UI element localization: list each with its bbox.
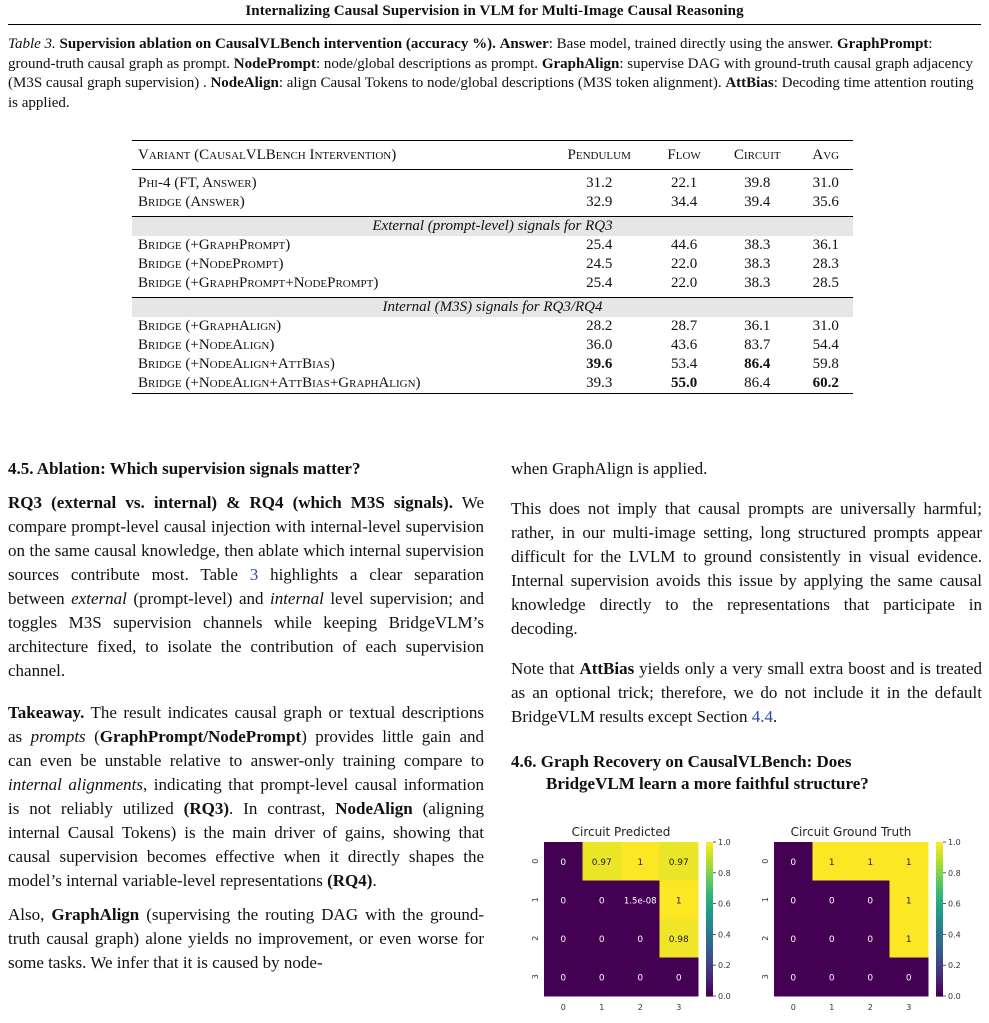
cell-value: 43.6: [670, 337, 698, 353]
colorbar-segment: [936, 861, 943, 865]
caption-title: Supervision ablation on CausalVLBench intervention (accuracy %).: [59, 36, 496, 52]
section-heading-line: BridgeVLM learn a more faithful structure?: [546, 774, 869, 793]
colorbar-segment: [706, 915, 713, 919]
text-run-italic: external: [71, 589, 127, 608]
text-run: highlights a clear separation between: [8, 565, 485, 608]
cell-value-best: [546, 355, 652, 374]
colorbar-segment: [936, 896, 943, 900]
y-tick-label: 0: [761, 858, 770, 864]
colorbar-tick-label: 0.2: [948, 961, 961, 971]
colorbar-segment: [706, 888, 713, 892]
colorbar-tick-label: 0.0: [718, 992, 731, 1001]
cell-value: 86.4: [716, 374, 799, 394]
text-run: (prompt-level) and: [126, 589, 270, 608]
colorbar-segment: [706, 884, 713, 888]
colorbar-segment: [936, 973, 943, 977]
caption-label: Table 3.: [8, 36, 56, 52]
cell-value: 25.4: [586, 237, 613, 253]
table-header-row: [132, 141, 853, 170]
table-ref-link[interactable]: 3: [249, 565, 259, 584]
best-value: 55.0: [670, 375, 698, 391]
paragraph-takeaway: [8, 701, 484, 893]
paragraph-prompts-harmful: This does not imply that causal prompts are universally harmful; rather, in our multi-image setting, long structured prompts appear difficult for the LVLM to ground consistently in visual evidence. Internal supervision avoids this issue by applying the same causal knowledge directly to the representations that participate in decoding.: [511, 499, 982, 638]
band-label: Internal (M3S) signals for RQ3/RQ4: [132, 298, 853, 318]
colorbar-tick-label: 0.4: [718, 930, 731, 940]
text-run-italic: prompts: [30, 727, 86, 746]
text-run: Also,: [8, 905, 52, 924]
best-value: 60.2: [812, 375, 839, 391]
table-caption: [8, 35, 981, 113]
colorbar-segment: [936, 869, 943, 873]
colorbar-segment: [936, 988, 943, 992]
colorbar-segment: [706, 857, 713, 861]
cell-value: 35.6: [812, 194, 839, 210]
colorbar-segment: [936, 911, 943, 915]
text-run-bold: (RQ4): [327, 871, 373, 890]
colorbar-tick-label: 0.6: [948, 899, 961, 909]
colorbar-segment: [706, 969, 713, 973]
heatmap-cell-label: 0: [598, 973, 605, 984]
colorbar-segment: [936, 919, 943, 923]
colorbar-segment: [936, 842, 943, 846]
heatmap-cell-label: 0: [790, 857, 797, 868]
caption-graphprompt-desc: : ground-truth causal graph as prompt.: [8, 36, 933, 72]
caption-answer-desc: : Base model, trained directly using the answer.: [548, 36, 834, 52]
caption-graphprompt-term: GraphPrompt: [837, 36, 929, 52]
heatmap-cell-label: 0: [598, 934, 605, 945]
colorbar-segment: [936, 961, 943, 965]
colorbar-segment: [706, 927, 713, 931]
row-name: Bridge (+GraphPrompt): [138, 237, 291, 253]
row-name: Bridge (+NodeAlign): [138, 337, 275, 353]
cell-value: 83.7: [744, 337, 771, 353]
cell-value: 44.6: [670, 237, 698, 253]
colorbar-segment: [936, 965, 943, 969]
heatmap-cell-label: 0: [560, 934, 567, 945]
cell-value-best: [799, 374, 853, 394]
text-run: .: [372, 871, 377, 890]
x-tick-label: 2: [637, 1003, 643, 1012]
header-flow: Flow: [652, 141, 716, 170]
cell-value: 54.4: [812, 337, 839, 353]
colorbar-segment: [706, 984, 713, 988]
text-run-italic: internal: [269, 589, 324, 608]
table-band-external: [132, 217, 853, 237]
cell-value-best: [716, 355, 799, 374]
table-row: [132, 255, 853, 274]
caption-answer-term: Answer: [499, 36, 549, 52]
cell-value: 25.4: [586, 275, 613, 291]
x-tick-label: 0: [560, 1003, 566, 1012]
cell-value: 28.7: [670, 318, 698, 334]
row-name: Bridge (+NodeAlign+AttBias): [138, 356, 335, 372]
caption-nodeprompt-desc: : node/global descriptions as prompt.: [316, 55, 539, 72]
paragraph-attbias: [511, 657, 982, 729]
table-row: [132, 355, 853, 374]
row-name: Phi-4 (FT, Answer): [138, 175, 257, 191]
colorbar-segment: [706, 904, 713, 908]
colorbar-segment: [706, 934, 713, 938]
colorbar-segment: [706, 877, 713, 881]
heatmap-cell-label: 0: [637, 934, 644, 945]
caption-attbias-desc: : Decoding time attention routing is applied.: [8, 75, 974, 111]
colorbar-segment: [706, 973, 713, 977]
heatmap-cell-label: 1.5e-08: [623, 896, 657, 907]
heatmap-title: Circuit Ground Truth: [790, 825, 912, 839]
header-rule: [8, 24, 981, 25]
heatmap-cell-label: 0: [637, 973, 644, 984]
heatmap-cell-label: 0: [560, 973, 567, 984]
colorbar-segment: [936, 915, 943, 919]
colorbar-segment: [706, 907, 713, 911]
heatmap-cell-label: 0: [790, 896, 797, 907]
table-row: [132, 236, 853, 255]
cell-value: 39.4: [744, 194, 771, 210]
colorbar-segment: [936, 927, 943, 931]
text-run-bold: AttBias: [579, 659, 635, 678]
colorbar-segment: [706, 965, 713, 969]
heatmap-cell-label: 1: [637, 857, 644, 868]
colorbar-tick-label: 0.4: [948, 930, 961, 940]
heatmap-cell-label: 1: [867, 857, 874, 868]
band-label: External (prompt-level) signals for RQ3: [132, 217, 853, 237]
colorbar-segment: [706, 854, 713, 858]
paragraph-run-in-head: Takeaway.: [8, 703, 85, 722]
text-run-italic: internal alignments: [8, 775, 143, 794]
cell-value: 31.0: [812, 175, 839, 191]
colorbar-segment: [936, 888, 943, 892]
caption-nodealign-term: NodeAlign: [210, 75, 279, 91]
colorbar-segment: [706, 896, 713, 900]
section-heading-4-6: [511, 751, 982, 795]
heatmap-cell-label: 0: [828, 896, 835, 907]
colorbar-segment: [936, 907, 943, 911]
colorbar-tick-label: 1.0: [718, 838, 731, 847]
heatmap-cell-label: 0: [675, 973, 682, 984]
heatmap-cell-label: 1: [905, 896, 912, 907]
header-circuit: Circuit: [716, 141, 799, 170]
cell-value-best: [652, 374, 716, 394]
cell-value: 36.0: [586, 337, 613, 353]
colorbar-segment: [706, 931, 713, 935]
cell-value: 22.0: [670, 256, 698, 272]
colorbar-segment: [936, 900, 943, 904]
colorbar-segment: [936, 854, 943, 858]
cell-value: 32.9: [586, 194, 613, 210]
x-tick-label: 3: [906, 1003, 912, 1012]
text-run: level supervision; and toggles M3S supervision channels while keeping BridgeVLM’s architecture fixed, to isolate the contribution of each supervision channel.: [8, 589, 484, 680]
heatmap-cell-label: 0: [560, 857, 567, 868]
heatmap-cell-label: 0.97: [668, 857, 689, 868]
text-run-bold: GraphPrompt/NodePrompt: [99, 727, 302, 746]
heatmap-cell-label: 1: [905, 934, 912, 945]
cell-value: 36.1: [744, 318, 771, 334]
right-column: [511, 457, 982, 805]
colorbar-segment: [936, 857, 943, 861]
text-run: Note that: [511, 659, 580, 678]
y-tick-label: 2: [761, 935, 770, 941]
cell-value: 38.3: [744, 256, 771, 272]
colorbar-segment: [936, 942, 943, 946]
text-run: (aligning internal Causal Tokens) is the main driver of gains, showing that causal supervision becomes effective when it directly shapes the model’s internal variable-level representations: [8, 799, 484, 890]
left-column: [8, 457, 484, 985]
text-run-bold: (RQ3): [183, 799, 229, 818]
colorbar-segment: [706, 869, 713, 873]
table-row: [132, 317, 853, 336]
y-tick-label: 1: [531, 897, 540, 903]
text-run: (supervising the routing DAG with the ground-truth causal graph) alone yields no improvement, or even worse for some tasks. We infer that it is caused by node-: [8, 905, 484, 972]
colorbar-segment: [936, 954, 943, 958]
caption-graphalign-term: GraphAlign: [541, 55, 620, 72]
cell-value: 31.0: [812, 318, 839, 334]
paragraph-rq3-rq4: [8, 491, 484, 683]
colorbar-segment: [936, 904, 943, 908]
colorbar-segment: [706, 900, 713, 904]
colorbar-segment: [936, 892, 943, 896]
colorbar-segment: [706, 861, 713, 865]
row-name: Bridge (+NodePrompt): [138, 256, 284, 272]
heatmap-cell-label: 0: [790, 934, 797, 945]
results-table: [132, 140, 853, 394]
cell-value: 36.1: [812, 237, 839, 253]
cell-value: 39.3: [546, 374, 652, 394]
y-tick-label: 3: [531, 974, 540, 980]
colorbar-segment: [706, 850, 713, 854]
colorbar-segment: [936, 881, 943, 885]
heatmap-svg: [522, 822, 982, 1018]
colorbar-segment: [706, 981, 713, 985]
heatmap-cell-label: 0.97: [591, 857, 612, 868]
colorbar-segment: [936, 958, 943, 962]
header-avg: Avg: [799, 141, 853, 170]
cell-value: 38.3: [744, 237, 771, 253]
colorbar-segment: [936, 950, 943, 954]
cell-value: 22.1: [670, 175, 698, 191]
colorbar-segment: [936, 984, 943, 988]
heatmap-cell-label: 0: [828, 934, 835, 945]
cell-value: 22.0: [670, 275, 698, 291]
paragraph-continuation: when GraphAlign is applied.: [511, 459, 708, 478]
colorbar-tick-label: 1.0: [948, 838, 961, 847]
heatmap-cell-label: 0: [867, 973, 874, 984]
colorbar-segment: [936, 846, 943, 850]
colorbar-tick-label: 0.2: [718, 961, 731, 971]
colorbar-segment: [706, 992, 713, 996]
colorbar-segment: [706, 938, 713, 942]
heatmap-cell-label: 0: [867, 896, 874, 907]
row-name: Bridge (+GraphPrompt+NodePrompt): [138, 275, 379, 291]
text-run-bold: GraphAlign: [51, 905, 140, 924]
paragraph-run-in-head: RQ3 (external vs. internal) & RQ4 (which M3S signals).: [8, 493, 453, 512]
cell-value: 34.4: [670, 194, 698, 210]
heatmap-cell-label: 0: [790, 973, 797, 984]
section-heading-line: 4.6. Graph Recovery on CausalVLBench: Does: [511, 752, 852, 771]
row-name: Bridge (Answer): [138, 194, 245, 210]
colorbar-segment: [706, 942, 713, 946]
colorbar-segment: [706, 954, 713, 958]
header-variant: Variant (CausalVLBench Intervention): [132, 141, 546, 170]
colorbar-segment: [706, 958, 713, 962]
colorbar-segment: [936, 934, 943, 938]
text-run: yields only a very small extra boost and is treated as an optional trick; therefore, we do not include it in the default BridgeVLM results except Section: [511, 659, 983, 726]
colorbar-segment: [936, 977, 943, 981]
colorbar-segment: [936, 992, 943, 996]
y-tick-label: 1: [761, 897, 770, 903]
text-run: . In contrast,: [228, 799, 336, 818]
colorbar-tick-label: 0.6: [718, 899, 731, 909]
heatmap-cell-label: 0: [598, 896, 605, 907]
paragraph-graphalign: [8, 903, 484, 975]
y-tick-label: 3: [761, 974, 770, 980]
heatmap-cell-label: 0.98: [668, 934, 689, 945]
x-tick-label: 3: [676, 1003, 682, 1012]
section-heading-4-5: 4.5. Ablation: Which supervision signals matter?: [8, 459, 361, 478]
running-head: Internalizing Causal Supervision in VLM for Multi-Image Causal Reasoning: [245, 3, 744, 19]
text-run-bold: NodeAlign: [335, 799, 413, 818]
cell-value: 53.4: [670, 356, 698, 372]
colorbar-segment: [936, 865, 943, 869]
cell-value: 28.3: [812, 256, 839, 272]
heatmap-cell-label: 0: [905, 973, 912, 984]
colorbar-segment: [706, 881, 713, 885]
text-run: .: [773, 707, 778, 726]
colorbar-segment: [706, 865, 713, 869]
best-value: 39.6: [586, 356, 613, 372]
table-row: [132, 174, 853, 193]
section-ref-link[interactable]: 4.4: [751, 707, 774, 726]
cell-value: 28.2: [586, 318, 613, 334]
cell-value: 39.8: [744, 175, 771, 191]
colorbar-segment: [936, 877, 943, 881]
heatmap-cell-label: 1: [828, 857, 835, 868]
best-value: 86.4: [744, 356, 771, 372]
cell-value: 28.5: [812, 275, 839, 291]
colorbar-segment: [706, 846, 713, 850]
colorbar-segment: [936, 873, 943, 877]
colorbar-segment: [706, 911, 713, 915]
colorbar-segment: [936, 981, 943, 985]
text-run: , indicating that prompt-level causal information is not reliably utilized: [8, 775, 484, 818]
caption-nodealign-desc: : align Causal Tokens to node/global descriptions (M3S token alignment).: [278, 75, 722, 91]
caption-graphalign-desc: : supervise DAG with ground-truth causal graph adjacency (M3S causal graph supervision) .: [8, 55, 973, 91]
heatmap-cell-label: 0: [867, 934, 874, 945]
colorbar-segment: [706, 873, 713, 877]
text-run: The result indicates causal graph or textual descriptions as: [8, 703, 484, 746]
x-tick-label: 2: [867, 1003, 873, 1012]
x-tick-label: 1: [599, 1003, 605, 1012]
table-band-internal: [132, 298, 853, 318]
colorbar-segment: [936, 923, 943, 927]
colorbar-segment: [936, 969, 943, 973]
row-name: Bridge (+NodeAlign+AttBias+GraphAlign): [132, 374, 546, 394]
table-row: [132, 336, 853, 355]
table-row: [132, 374, 853, 394]
colorbar-segment: [936, 884, 943, 888]
text-run: ) provides little gain and can even be unstable relative to answer-only training compare to: [8, 727, 484, 770]
header-pendulum: Pendulum: [546, 141, 652, 170]
table-row: [132, 274, 853, 293]
cell-value: 31.2: [586, 175, 613, 191]
text-run: (: [85, 727, 100, 746]
cell-value: 38.3: [744, 275, 771, 291]
heatmap-cell-label: 1: [905, 857, 912, 868]
x-tick-label: 0: [790, 1003, 796, 1012]
colorbar-segment: [706, 950, 713, 954]
colorbar-segment: [706, 842, 713, 846]
caption-nodeprompt-term: NodePrompt: [233, 55, 316, 72]
colorbar-segment: [706, 892, 713, 896]
colorbar-segment: [936, 938, 943, 942]
colorbar-tick-label: 0.8: [948, 868, 961, 878]
heatmap-cell-label: 0: [828, 973, 835, 984]
heatmap-cell-label: 0: [560, 896, 567, 907]
heatmap-cell-label: 1: [675, 896, 682, 907]
y-tick-label: 0: [531, 858, 540, 864]
colorbar-segment: [706, 923, 713, 927]
table-row: [132, 193, 853, 212]
colorbar-segment: [936, 931, 943, 935]
colorbar-segment: [706, 977, 713, 981]
colorbar-segment: [706, 961, 713, 965]
heatmap-figure: [522, 822, 982, 1018]
colorbar-segment: [706, 988, 713, 992]
heatmap-title: Circuit Predicted: [571, 825, 671, 839]
x-tick-label: 1: [829, 1003, 835, 1012]
caption-attbias-term: AttBias: [725, 75, 774, 91]
row-name: Bridge (+GraphAlign): [138, 318, 282, 334]
colorbar-tick-label: 0.0: [948, 992, 961, 1001]
y-tick-label: 2: [531, 935, 540, 941]
colorbar-segment: [936, 850, 943, 854]
cell-value: 24.5: [586, 256, 613, 272]
colorbar-segment: [706, 919, 713, 923]
text-run: We compare prompt-level causal injection with internal-level supervision on the same causal knowledge, then ablate which internal supervision sources contribute most. Table: [8, 493, 484, 584]
colorbar-segment: [706, 946, 713, 950]
colorbar-tick-label: 0.8: [718, 868, 731, 878]
colorbar-segment: [936, 946, 943, 950]
cell-value: 59.8: [812, 356, 839, 372]
